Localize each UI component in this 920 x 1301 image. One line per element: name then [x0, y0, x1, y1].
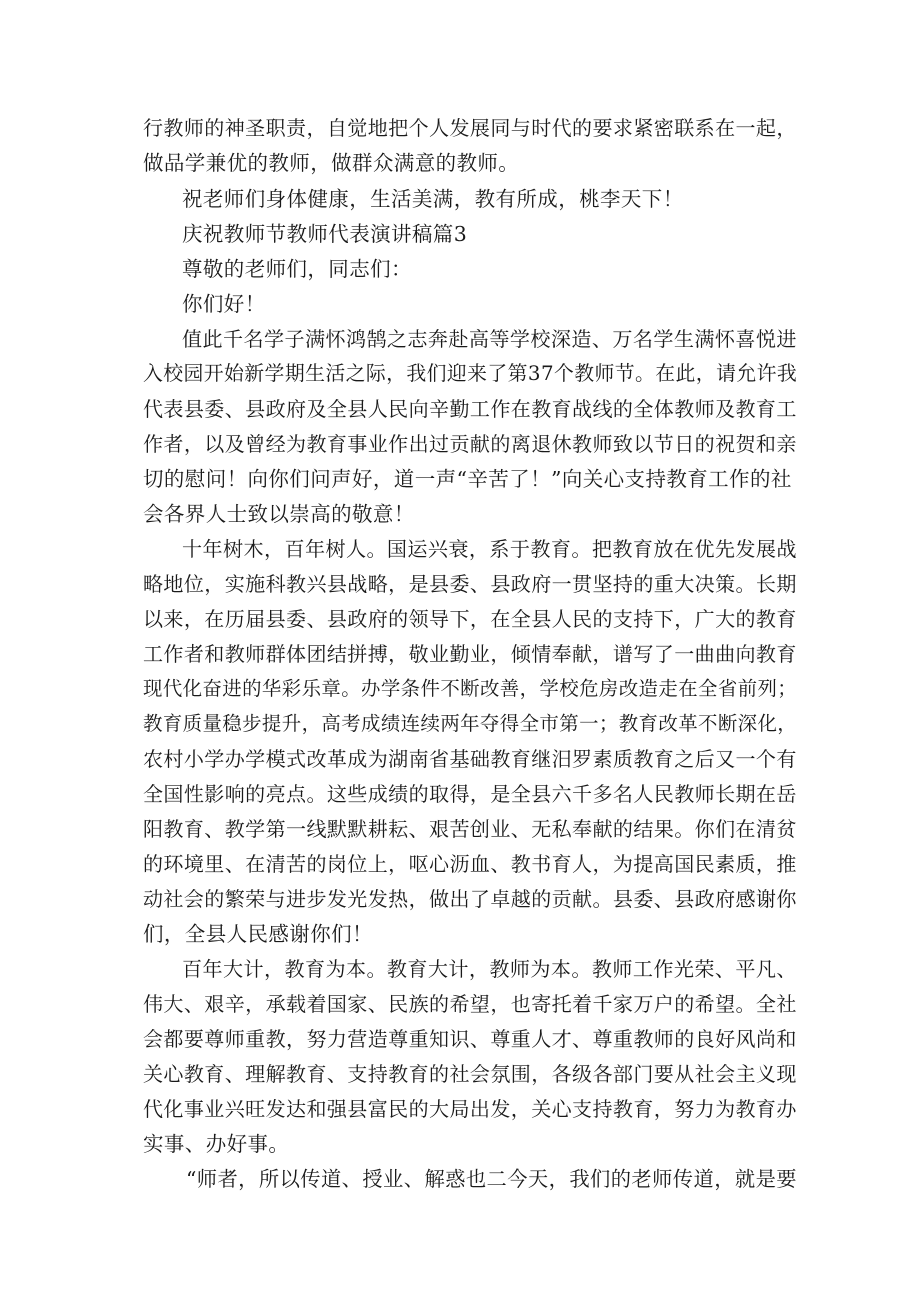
text-line: 百年大计，教育为本。教育大计，教师为本。教师工作光荣、平凡、	[182, 957, 797, 981]
section-heading: 庆祝教师节教师代表演讲稿篇3	[182, 222, 468, 246]
text-line: 会各界人士致以崇高的敬意！	[143, 502, 415, 526]
text-line: 教育质量稳步提升，高考成绩连续两年夺得全市第一；教育改革不断深化，	[143, 712, 798, 735]
text-line: 关心教育、理解教育、支持教育的社会氛围，各级各部门要从社会主义现	[143, 1062, 797, 1086]
text-line: 阳教育、教学第一线默默耕耘、艰苦创业、无私奉献的结果。你们在清贫	[143, 817, 797, 841]
text-line: 动社会的繁荣与进步发光发热，做出了卓越的贡献。县委、县政府感谢你	[143, 887, 797, 911]
text-line: 略地位，实施科教兴县战略，是县委、县政府一贯坚持的重大决策。长期	[143, 572, 797, 596]
text-line: 代化事业兴旺发达和强县富民的大局出发，关心支持教育，努力为教育办	[143, 1097, 797, 1121]
text-line: 值此千名学子满怀鸿鹄之志奔赴高等学校深造、万名学生满怀喜悦进	[182, 327, 797, 351]
text-line: 切的慰问！向你们问声好，道一声“辛苦了！”向关心支持教育工作的社	[143, 467, 792, 491]
text-line: 十年树木，百年树人。国运兴衰，系于教育。把教育放在优先发展战	[182, 537, 797, 561]
text-line: 现代化奋进的华彩乐章。办学条件不断改善，学校危房改造走在全省前列；	[143, 677, 798, 700]
text-line: 以来，在历届县委、县政府的领导下，在全县人民的支持下，广大的教育	[143, 607, 797, 631]
text-line: 代表县委、县政府及全县人民向辛勤工作在教育战线的全体教师及教育工	[143, 397, 797, 421]
text-line: 做品学兼优的教师，做群众满意的教师。	[143, 151, 520, 175]
greeting: 你们好！	[182, 292, 266, 316]
text-line: 全国性影响的亮点。这些成绩的取得，是全县六千多名人民教师长期在岳	[143, 782, 797, 806]
text-line: 伟大、艰辛，承载着国家、民族的希望，也寄托着千家万户的希望。全社	[143, 992, 797, 1016]
text-line: 实事、办好事。	[143, 1132, 290, 1156]
text-line: 作者，以及曾经为教育事业作出过贡献的离退休教师致以节日的祝贺和亲	[143, 432, 797, 456]
text-line: 祝老师们身体健康，生活美满，教有所成，桃李天下！	[182, 187, 684, 211]
text-line: 会都要尊师重教，努力营造尊重知识、尊重人才、尊重教师的良好风尚和	[143, 1027, 797, 1051]
text-line: 们，全县人民感谢你们！	[143, 922, 373, 946]
text-line: 农村小学办学模式改革成为湖南省基础教育继汨罗素质教育之后又一个有	[143, 747, 797, 771]
text-line: 入校园开始新学期生活之际，我们迎来了第37个教师节。在此，请允许我	[143, 362, 798, 385]
text-line: 工作者和教师群体团结拼搏，敬业勤业，倾情奉献，谱写了一曲曲向教育	[143, 642, 797, 666]
text-line: “师者，所以传道、授业、解惑也二今天，我们的老师传道，就是要	[186, 1167, 797, 1191]
text-line: 行教师的神圣职责，自觉地把个人发展同与时代的要求紧密联系在一起，	[143, 116, 797, 140]
salutation: 尊敬的老师们，同志们：	[182, 257, 412, 281]
text-line: 的环境里、在清苦的岗位上，呕心沥血、教书育人，为提高国民素质，推	[143, 852, 797, 876]
